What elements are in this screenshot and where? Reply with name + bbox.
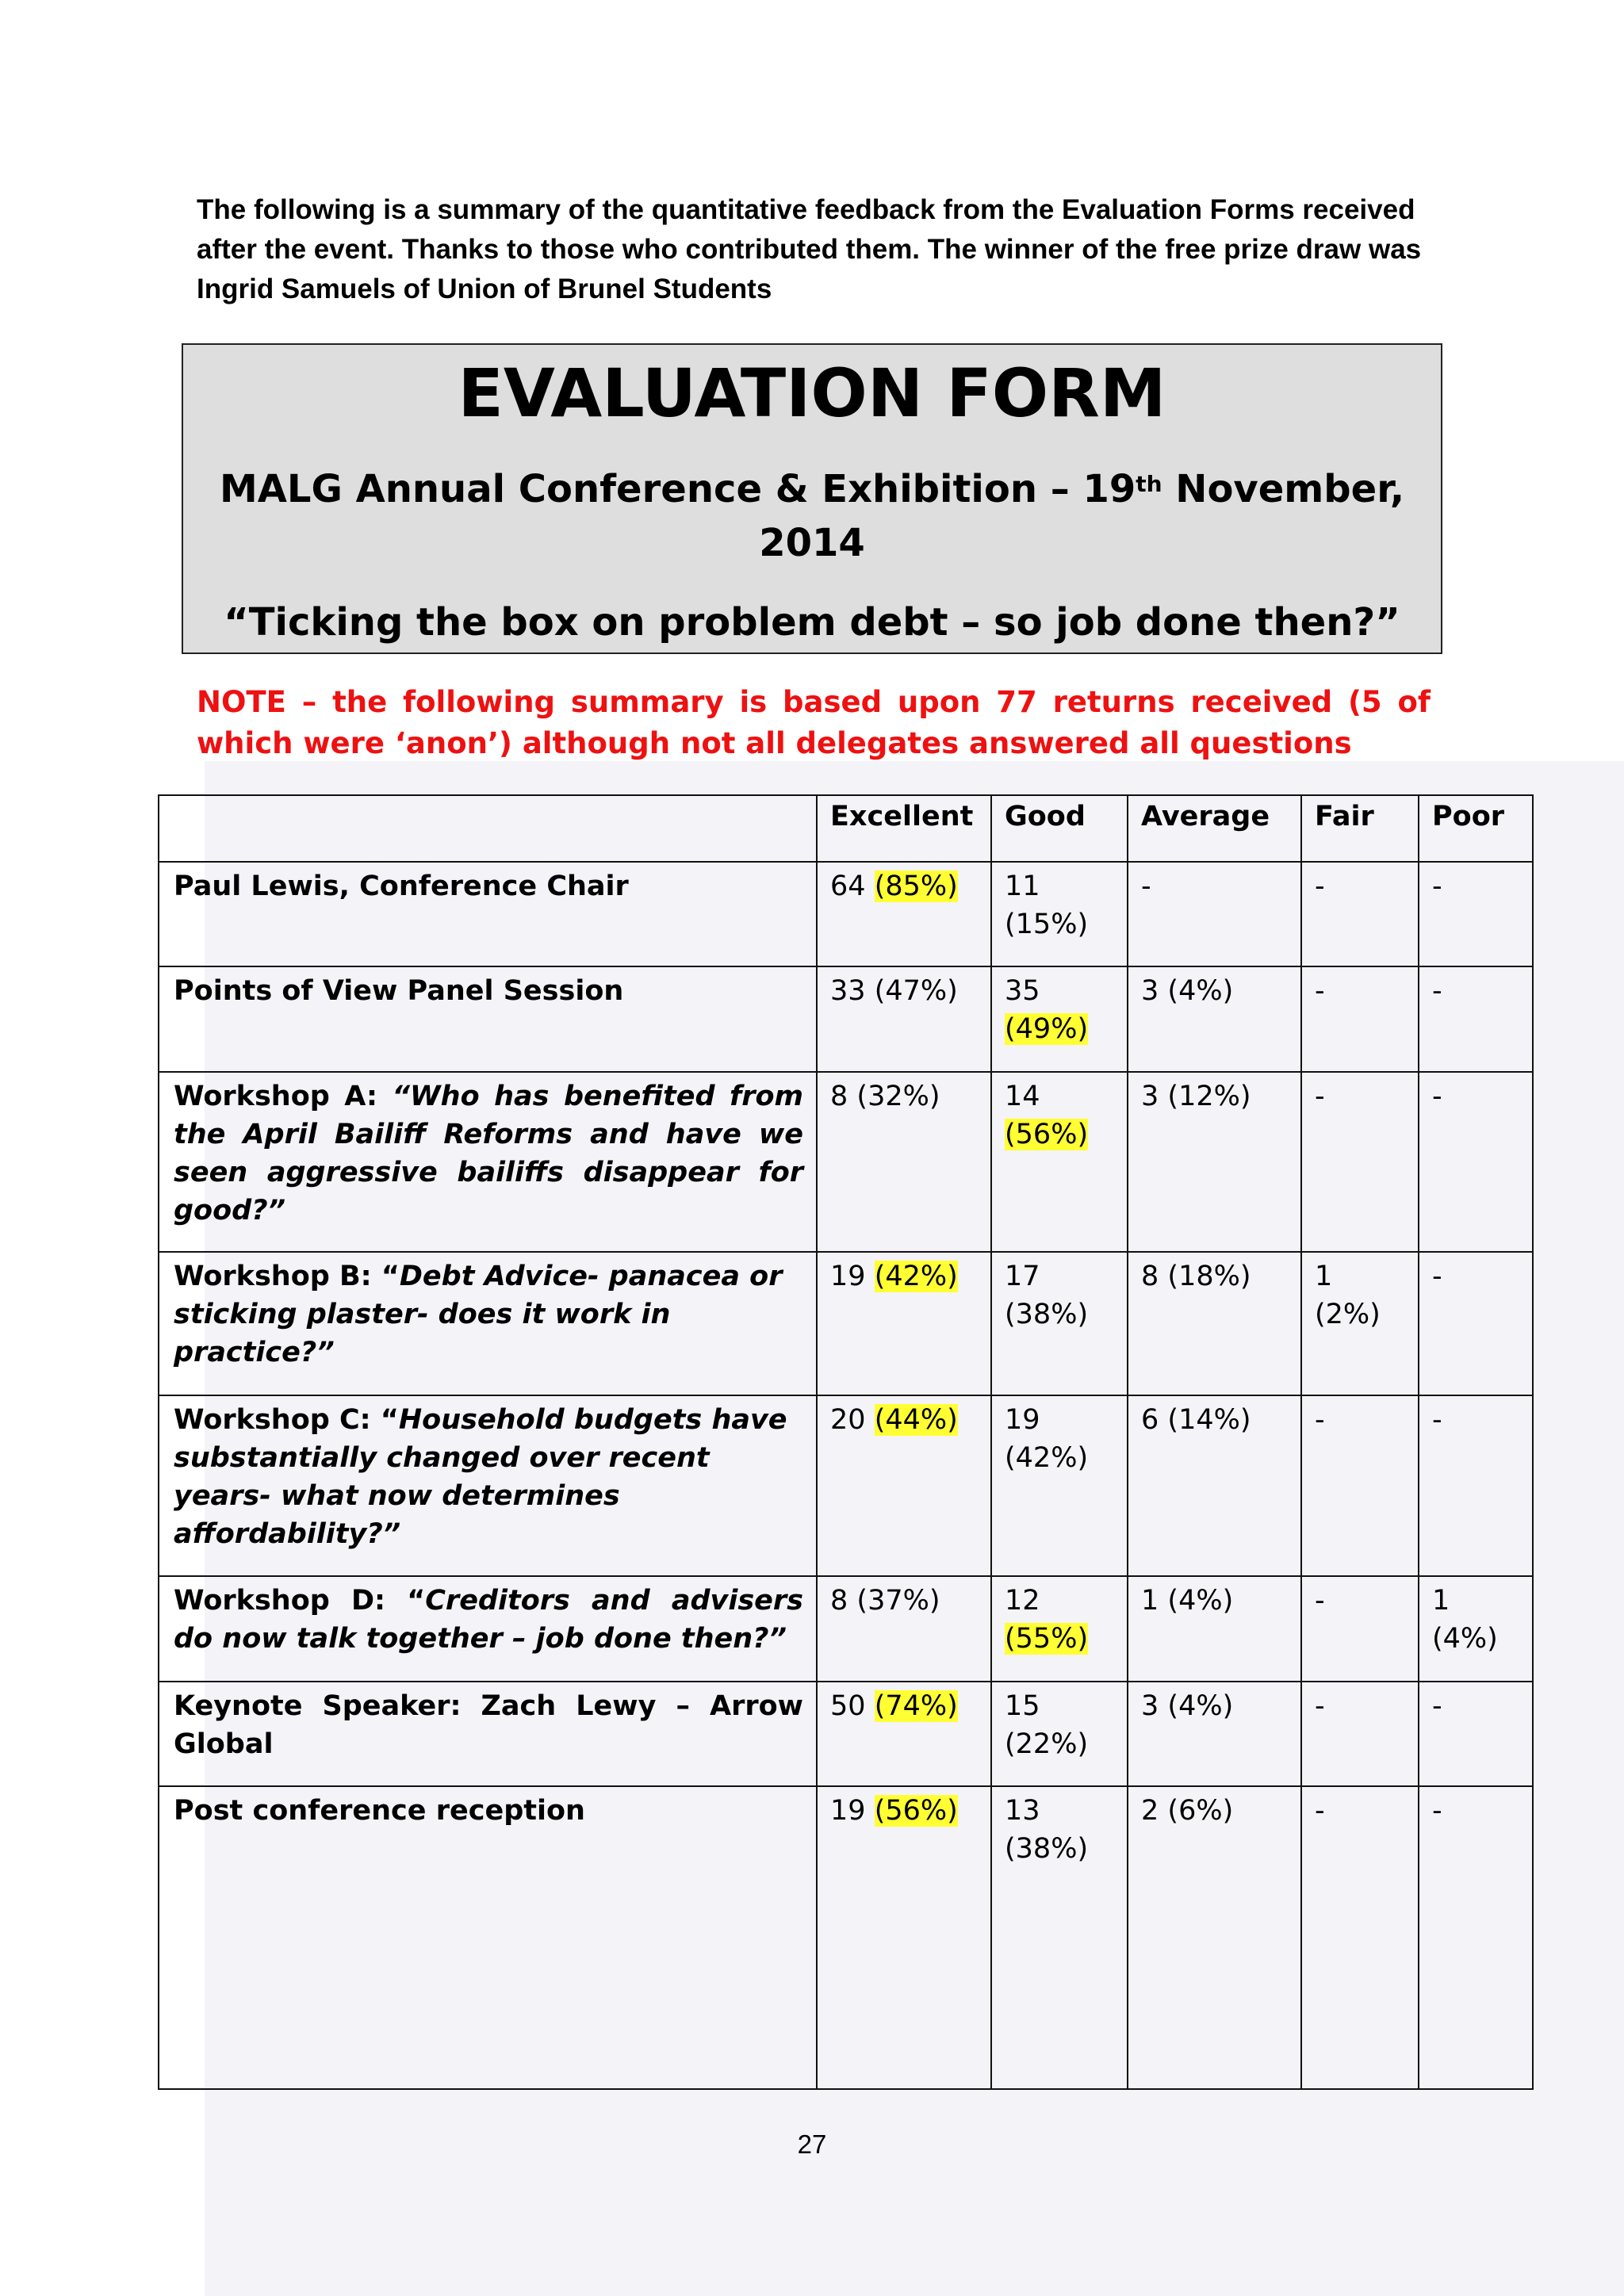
rating-percent: (38%) [1005, 1833, 1089, 1865]
rating-percent: (18%) [1167, 1261, 1251, 1292]
rating-good [991, 862, 1128, 966]
rating-count: 6 [1141, 1404, 1159, 1436]
session-name-italic: “Who has benefited from the April Bailiff Reforms and have we seen aggressive bailiffs disappear for good?” [174, 1081, 803, 1226]
rating-percent: (14%) [1167, 1404, 1251, 1436]
rating-good [991, 1786, 1128, 2089]
rating-percent: (12%) [1167, 1081, 1251, 1112]
rating-count: 15 [1005, 1690, 1040, 1722]
rating-percent: (4%) [1167, 1690, 1234, 1722]
table-row [159, 966, 1533, 1072]
rating-average [1128, 1395, 1301, 1576]
rating-fair [1301, 1395, 1419, 1576]
rating-poor [1419, 1252, 1533, 1395]
rating-count: 8 [830, 1081, 848, 1112]
form-title: EVALUATION FORM [458, 354, 1166, 432]
rating-excellent [817, 862, 991, 966]
session-name [159, 966, 817, 1072]
rating-count: - [1315, 1585, 1325, 1617]
rating-excellent [817, 1786, 991, 2089]
rating-average [1128, 1252, 1301, 1395]
session-name-italic: Debt Advice- panacea or sticking plaster- does it work in practice?” [174, 1261, 783, 1368]
rating-count: 2 [1141, 1795, 1159, 1827]
rating-percent: (49%) [1005, 1013, 1089, 1045]
intro-paragraph: The following is a summary of the quantitative feedback from the Evaluation Forms received after the event. Thanks to those who contributed them. The winner of the free prize draw was Ingrid Samuels of Union of Brunel Students [197, 194, 1422, 304]
rating-excellent [817, 1252, 991, 1395]
rating-excellent [817, 1072, 991, 1252]
rating-percent: (55%) [1005, 1623, 1089, 1655]
rating-count: 3 [1141, 975, 1159, 1007]
rating-average [1128, 1576, 1301, 1682]
rating-poor [1419, 966, 1533, 1072]
session-name-bold: Paul Lewis, Conference Chair [174, 871, 629, 902]
rating-count: 1 [1432, 1585, 1450, 1617]
rating-average [1128, 1072, 1301, 1252]
header-fair: Fair [1301, 795, 1419, 862]
rating-count: - [1315, 871, 1325, 902]
session-name [159, 862, 817, 966]
rating-percent: (4%) [1167, 1585, 1234, 1617]
rating-average [1128, 966, 1301, 1072]
session-name-bold: Workshop B: “ [174, 1261, 400, 1292]
session-name [159, 1576, 817, 1682]
rating-count: 3 [1141, 1690, 1159, 1722]
rating-fair [1301, 862, 1419, 966]
rating-count: 19 [830, 1795, 866, 1827]
rating-count: 19 [830, 1261, 866, 1292]
rating-excellent [817, 1395, 991, 1576]
rating-fair [1301, 1682, 1419, 1786]
rating-count: 8 [1141, 1261, 1159, 1292]
rating-good [991, 1682, 1128, 1786]
header-good: Good [991, 795, 1128, 862]
session-name-bold: Workshop C: “ [174, 1404, 399, 1436]
rating-count: - [1315, 1404, 1325, 1436]
rating-percent: (6%) [1167, 1795, 1234, 1827]
rating-fair [1301, 1576, 1419, 1682]
table-row [159, 1786, 1533, 2089]
rating-percent: (74%) [874, 1690, 958, 1722]
header-excellent: Excellent [817, 795, 991, 862]
rating-count: 20 [830, 1404, 866, 1436]
session-name [159, 1252, 817, 1395]
table-row [159, 1576, 1533, 1682]
rating-percent: (42%) [1005, 1442, 1089, 1474]
rating-percent: (4%) [1432, 1623, 1498, 1655]
rating-count: - [1432, 1795, 1442, 1827]
rating-count: 50 [830, 1690, 866, 1722]
rating-poor [1419, 1576, 1533, 1682]
returns-note: NOTE – the following summary is based upon 77 returns received (5 of which were ‘anon’) although not all delegates answered all questions [197, 685, 1431, 760]
rating-count: - [1432, 1690, 1442, 1722]
session-name-italic: Creditors and advisers do now talk together – job done then?” [174, 1585, 803, 1655]
header-poor: Poor [1419, 795, 1533, 862]
rating-count: 33 [830, 975, 866, 1007]
rating-percent: (38%) [1005, 1299, 1089, 1330]
rating-count: - [1432, 1081, 1442, 1112]
rating-count: 8 [830, 1585, 848, 1617]
session-name [159, 1682, 817, 1786]
rating-poor [1419, 862, 1533, 966]
rating-count: 13 [1005, 1795, 1040, 1827]
rating-percent: (47%) [874, 975, 958, 1007]
rating-fair [1301, 1252, 1419, 1395]
rating-fair [1301, 1072, 1419, 1252]
rating-good [991, 1072, 1128, 1252]
conference-subtitle [207, 462, 1417, 570]
rating-count: - [1315, 1795, 1325, 1827]
rating-percent: (56%) [874, 1795, 958, 1827]
rating-good [991, 1576, 1128, 1682]
rating-count: 17 [1005, 1261, 1040, 1292]
table-row [159, 862, 1533, 966]
rating-count: 12 [1005, 1585, 1040, 1617]
rating-excellent [817, 1576, 991, 1682]
rating-count: 19 [1005, 1404, 1040, 1436]
rating-good [991, 1395, 1128, 1576]
conference-tagline: “Ticking the box on problem debt – so job done then?” [224, 600, 1400, 645]
rating-excellent [817, 966, 991, 1072]
table-row [159, 1395, 1533, 1576]
rating-percent: (44%) [874, 1404, 958, 1436]
rating-poor [1419, 1395, 1533, 1576]
rating-count: 35 [1005, 975, 1040, 1007]
header-average: Average [1128, 795, 1301, 862]
rating-count: - [1432, 871, 1442, 902]
rating-average [1128, 1682, 1301, 1786]
rating-count: 3 [1141, 1081, 1159, 1112]
rating-count: - [1432, 1261, 1442, 1292]
session-name-bold: Post conference reception [174, 1795, 585, 1827]
rating-count: - [1315, 975, 1325, 1007]
rating-count: 64 [830, 871, 866, 902]
table-header-row [159, 795, 1533, 862]
rating-poor [1419, 1682, 1533, 1786]
rating-count: - [1432, 975, 1442, 1007]
rating-count: - [1315, 1690, 1325, 1722]
table-row [159, 1682, 1533, 1786]
page-number: 27 [797, 2130, 827, 2159]
session-name-bold: Keynote Speaker: Zach Lewy – Arrow Global [174, 1690, 803, 1760]
header-session [159, 795, 817, 862]
session-name-italic: Household budgets have substantially changed over recent years- what now determines affordability?” [174, 1404, 787, 1550]
rating-poor [1419, 1072, 1533, 1252]
feedback-table [158, 794, 1534, 2090]
rating-count: - [1141, 871, 1151, 902]
rating-excellent [817, 1682, 991, 1786]
session-name-bold: Points of View Panel Session [174, 975, 624, 1007]
subtitle-end: November, 2014 [759, 467, 1405, 565]
rating-percent: (85%) [874, 871, 958, 902]
rating-average [1128, 862, 1301, 966]
rating-count: 11 [1005, 871, 1040, 902]
table-row [159, 1252, 1533, 1395]
subtitle-start: MALG Annual Conference & Exhibition – 19 [219, 467, 1136, 511]
table-row [159, 1072, 1533, 1252]
rating-fair [1301, 1786, 1419, 2089]
rating-poor [1419, 1786, 1533, 2089]
rating-fair [1301, 966, 1419, 1072]
session-name [159, 1786, 817, 2089]
evaluation-form-header [182, 343, 1442, 654]
rating-count: 14 [1005, 1081, 1040, 1112]
rating-count: - [1432, 1404, 1442, 1436]
rating-average [1128, 1786, 1301, 2089]
rating-count: 1 [1141, 1585, 1159, 1617]
rating-percent: (42%) [874, 1261, 958, 1292]
rating-count: - [1315, 1081, 1325, 1112]
session-name-bold: Workshop D: “ [174, 1585, 426, 1617]
rating-percent: (37%) [856, 1585, 940, 1617]
session-name [159, 1072, 817, 1252]
rating-percent: (32%) [856, 1081, 940, 1112]
rating-percent: (4%) [1167, 975, 1234, 1007]
rating-percent: (56%) [1005, 1119, 1089, 1150]
session-name [159, 1395, 817, 1576]
rating-count: 1 [1315, 1261, 1333, 1292]
rating-percent: (22%) [1005, 1728, 1089, 1760]
subtitle-ordinal-suffix: th [1136, 471, 1162, 497]
rating-percent: (2%) [1315, 1299, 1381, 1330]
rating-good [991, 1252, 1128, 1395]
rating-percent: (15%) [1005, 909, 1089, 940]
session-name-bold: Workshop A: [174, 1081, 393, 1112]
rating-good [991, 966, 1128, 1072]
